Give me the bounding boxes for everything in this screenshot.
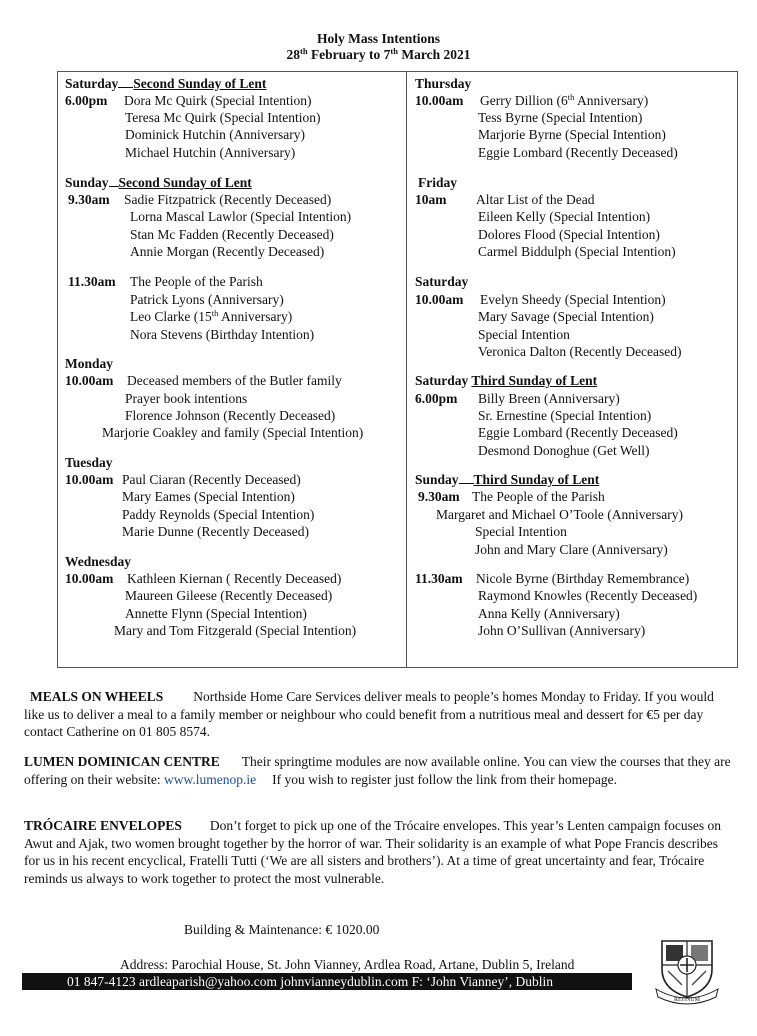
mass-time: 10.00am xyxy=(65,571,114,586)
intention: Marjorie Coakley and family (Special Intention) xyxy=(102,425,364,440)
saturday-heading: Saturday Second Sunday of Lent xyxy=(65,76,267,91)
notice-heading: TRÓCAIRE ENVELOPES xyxy=(24,818,182,833)
sunday-heading: Sunday Third Sunday of Lent xyxy=(415,472,600,487)
intention: The People of the Parish xyxy=(472,489,605,504)
intention: Tess Byrne (Special Intention) xyxy=(478,110,643,125)
crest-motto: REGNUM xyxy=(673,997,701,1003)
intention: Raymond Knowles (Recently Deceased) xyxy=(478,588,698,603)
monday-heading: Monday xyxy=(65,356,114,371)
intention: Sadie Fitzpatrick (Recently Deceased) xyxy=(124,192,332,207)
intention: Stan Mc Fadden (Recently Deceased) xyxy=(130,227,334,242)
intention: Special Intention xyxy=(475,524,567,539)
intention: Mary Eames (Special Intention) xyxy=(122,489,295,504)
intention: Eggie Lombard (Recently Deceased) xyxy=(478,425,678,440)
tuesday-heading: Tuesday xyxy=(65,455,113,470)
intention: Nicole Byrne (Birthday Remembrance) xyxy=(476,571,690,586)
intention: Kathleen Kiernan ( Recently Deceased) xyxy=(127,571,342,586)
saturday-heading: Saturday xyxy=(415,274,469,289)
intention: Florence Johnson (Recently Deceased) xyxy=(125,408,336,423)
intention: The People of the Parish xyxy=(130,274,263,289)
notice-heading: LUMEN DOMINICAN CENTRE xyxy=(24,754,220,769)
intention: Sr. Ernestine (Special Intention) xyxy=(478,408,652,423)
lumen-notice: LUMEN DOMINICAN CENTRE Their springtime modules are now available online. You can view the courses that they are offering on their website: www.lumenop.ie If you wish to register just follow the link from their homepage. xyxy=(24,754,731,787)
intention: Deceased members of the Butler family xyxy=(127,373,342,388)
building-maintenance: Building & Maintenance: € 1020.00 xyxy=(184,922,380,937)
contact-details: 01 847-4123 ardleaparish@yahoo.com johnvianneydublin.com F: ‘John Vianney’, Dublin xyxy=(67,974,554,989)
notice-heading: MEALS ON WHEELS xyxy=(30,689,164,704)
intention: Billy Breen (Anniversary) xyxy=(478,391,620,406)
intention: John and Mary Clare (Anniversary) xyxy=(475,542,668,557)
mass-time: 9.30am xyxy=(418,489,460,504)
intention: Dominick Hutchin (Anniversary) xyxy=(125,127,305,142)
thursday-heading: Thursday xyxy=(415,76,472,91)
intention: Eggie Lombard (Recently Deceased) xyxy=(478,145,678,160)
parish-crest-icon xyxy=(650,935,724,1005)
intention: Lorna Mascal Lawlor (Special Intention) xyxy=(130,209,352,224)
intention: Paddy Reynolds (Special Intention) xyxy=(122,507,315,522)
intention: Nora Stevens (Birthday Intention) xyxy=(130,327,315,342)
mass-time: 11.30am xyxy=(68,274,116,289)
intention: Margaret and Michael O’Toole (Anniversary) xyxy=(436,507,683,522)
mass-time: 9.30am xyxy=(68,192,110,207)
mass-time: 10am xyxy=(415,192,447,207)
intention: Gerry Dillion (6th Anniversary) xyxy=(480,92,649,108)
intention: Carmel Biddulph (Special Intention) xyxy=(478,244,676,259)
intention: Altar List of the Dead xyxy=(476,192,595,207)
intention: John O’Sullivan (Anniversary) xyxy=(478,623,646,638)
intention: Prayer book intentions xyxy=(125,391,248,406)
mass-time: 10.00am xyxy=(415,93,464,108)
intention: Desmond Donoghue (Get Well) xyxy=(478,443,650,458)
mass-time: 6.00pm xyxy=(65,93,108,108)
intention: Dora Mc Quirk (Special Intention) xyxy=(124,93,312,108)
mass-time: 10.00am xyxy=(415,292,464,307)
intention: Patrick Lyons (Anniversary) xyxy=(130,292,284,307)
friday-heading: Friday xyxy=(418,175,457,190)
intention: Leo Clarke (15th Anniversary) xyxy=(130,308,293,324)
wednesday-heading: Wednesday xyxy=(65,554,132,569)
mass-time: 10.00am xyxy=(65,472,114,487)
intention: Dolores Flood (Special Intention) xyxy=(478,227,660,242)
intention: Mary Savage (Special Intention) xyxy=(478,309,654,324)
lumen-website-link[interactable]: www.lumenop.ie xyxy=(163,771,257,787)
sunday-heading: Sunday Second Sunday of Lent xyxy=(65,175,252,190)
intention: Annette Flynn (Special Intention) xyxy=(125,606,307,621)
intention: Special Intention xyxy=(478,327,570,342)
intention: Marie Dunne (Recently Deceased) xyxy=(122,524,310,539)
intention: Annie Morgan (Recently Deceased) xyxy=(130,244,325,259)
intention: Teresa Mc Quirk (Special Intention) xyxy=(125,110,321,125)
intention: Mary and Tom Fitzgerald (Special Intention) xyxy=(114,623,357,638)
trocaire-notice: TRÓCAIRE ENVELOPES Don’t forget to pick up one of the Trócaire envelopes. This year’s Lenten campaign focuses on Awut and Ajak, two women brought together by the horror of war. Their solidarity is an example of what Pope Francis describes for us in his recent encyclical, Fratelli Tutti (‘We are all sisters and brothers’). At a time of great uncertainty and fear, Trócaire reminds us always to work together to protect the most vulnerable. xyxy=(24,818,722,886)
mass-time: 10.00am xyxy=(65,373,114,388)
intention: Marjorie Byrne (Special Intention) xyxy=(478,127,666,142)
mass-time: 11.30am xyxy=(415,571,463,586)
date-range: 28th February to 7th March 2021 xyxy=(286,46,471,62)
intention: Eileen Kelly (Special Intention) xyxy=(478,209,651,224)
saturday-heading: Saturday Third Sunday of Lent xyxy=(415,373,598,388)
intention: Anna Kelly (Anniversary) xyxy=(478,606,620,621)
intention: Evelyn Sheedy (Special Intention) xyxy=(480,292,666,307)
column-divider xyxy=(406,71,407,668)
intention: Michael Hutchin (Anniversary) xyxy=(125,145,296,160)
meals-on-wheels-notice: MEALS ON WHEELS Northside Home Care Services deliver meals to people’s homes Monday to Friday. If you would like us to deliver a meal to a family member or neighbour who could benefit from a nutritious meal and dessert for €5 per day contact Catherine on 01 805 8574. xyxy=(24,689,714,739)
page-title: Holy Mass Intentions xyxy=(316,31,441,46)
mass-time: 6.00pm xyxy=(415,391,458,406)
parish-address: Address: Parochial House, St. John Vianney, Ardlea Road, Artane, Dublin 5, Ireland xyxy=(120,957,575,972)
intention: Veronica Dalton (Recently Deceased) xyxy=(478,344,682,359)
intention: Maureen Gileese (Recently Deceased) xyxy=(125,588,333,603)
intention: Paul Ciaran (Recently Deceased) xyxy=(122,472,301,487)
